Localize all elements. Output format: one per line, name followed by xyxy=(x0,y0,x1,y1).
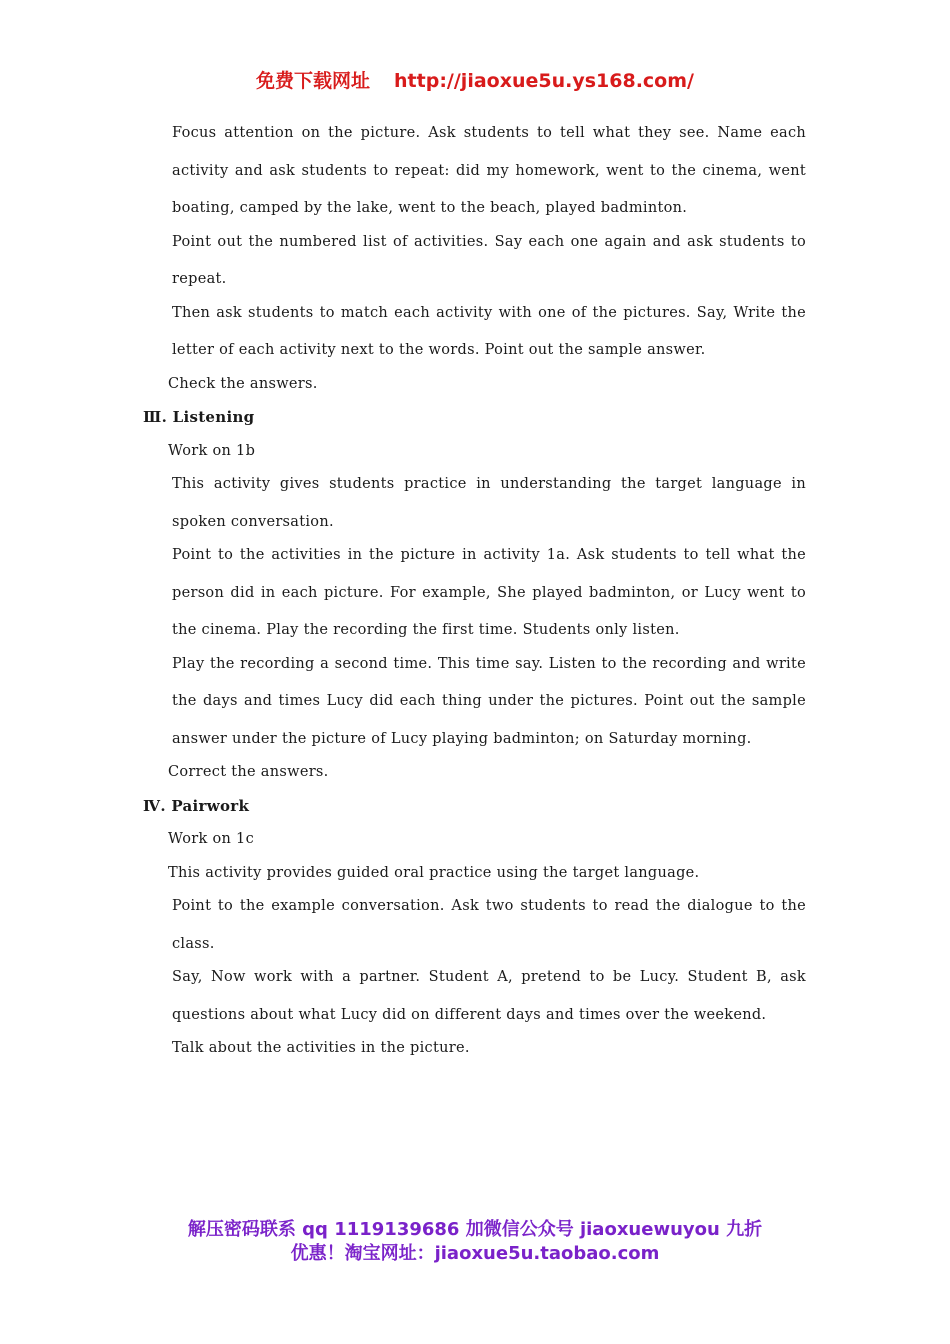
paragraph: Focus attention on the picture. Ask students to tell what they see. Name each activity and ask students to repeat: did my homework, went to the cinema, went boating, camped by the lake, went to the beach, played badminton. xyxy=(172,125,806,216)
page-footer xyxy=(0,1218,950,1266)
paragraph: Work on 1b xyxy=(168,442,256,459)
paragraph: Say, Now work with a partner. Student A, pretend to be Lucy. Student B, ask questions about what Lucy did on different days and times over the weekend. xyxy=(172,969,806,1023)
paragraph: This activity gives students practice in understanding the target language in spoken conversation. xyxy=(172,476,806,530)
paragraph: Correct the answers. xyxy=(168,764,329,780)
paragraph: Check the answers. xyxy=(168,375,318,392)
paragraph: This activity provides guided oral practice using the target language. xyxy=(168,864,700,881)
section-heading-listening: Ⅲ. Listening xyxy=(143,408,255,426)
footer-shop-line[interactable]: 优惠！淘宝网址：jiaoxue5u.taobao.com xyxy=(290,1243,660,1264)
paragraph: Play the recording a second time. This time say. Listen to the recording and write the days and times Lucy did each thing under the pictures. Point out the sample answer under the picture of Lucy playing badminton; on Saturday morning. xyxy=(172,655,806,747)
paragraph: Point to the activities in the picture in activity 1a. Ask students to tell what the person did in each picture. For example, She played badminton, or Lucy went to the cinema. Play the recording the first time. Students only listen. xyxy=(172,547,806,638)
header-site-name: 免费下载网址 xyxy=(256,70,371,92)
document-body xyxy=(0,115,950,1064)
header-url-link[interactable]: http://jiaoxue5u.ys168.com/ xyxy=(394,70,694,92)
paragraph: Then ask students to match each activity with one of the pictures. Say, Write the letter of each activity next to the words. Point out the sample answer. xyxy=(172,304,806,358)
paragraph: Point out the numbered list of activities. Say each one again and ask students to repeat. xyxy=(172,233,806,287)
paragraph: Work on 1c xyxy=(168,831,254,847)
page-header xyxy=(0,66,950,93)
paragraph: Point to the example conversation. Ask two students to read the dialogue to the class. xyxy=(172,898,806,952)
paragraph: Talk about the activities in the picture. xyxy=(172,1040,470,1056)
footer-contact-line: 解压密码联系 qq 1119139686 加微信公众号 jiaoxuewuyou 九折 xyxy=(187,1219,763,1240)
section-heading-pairwork: Ⅳ. Pairwork xyxy=(143,796,250,815)
